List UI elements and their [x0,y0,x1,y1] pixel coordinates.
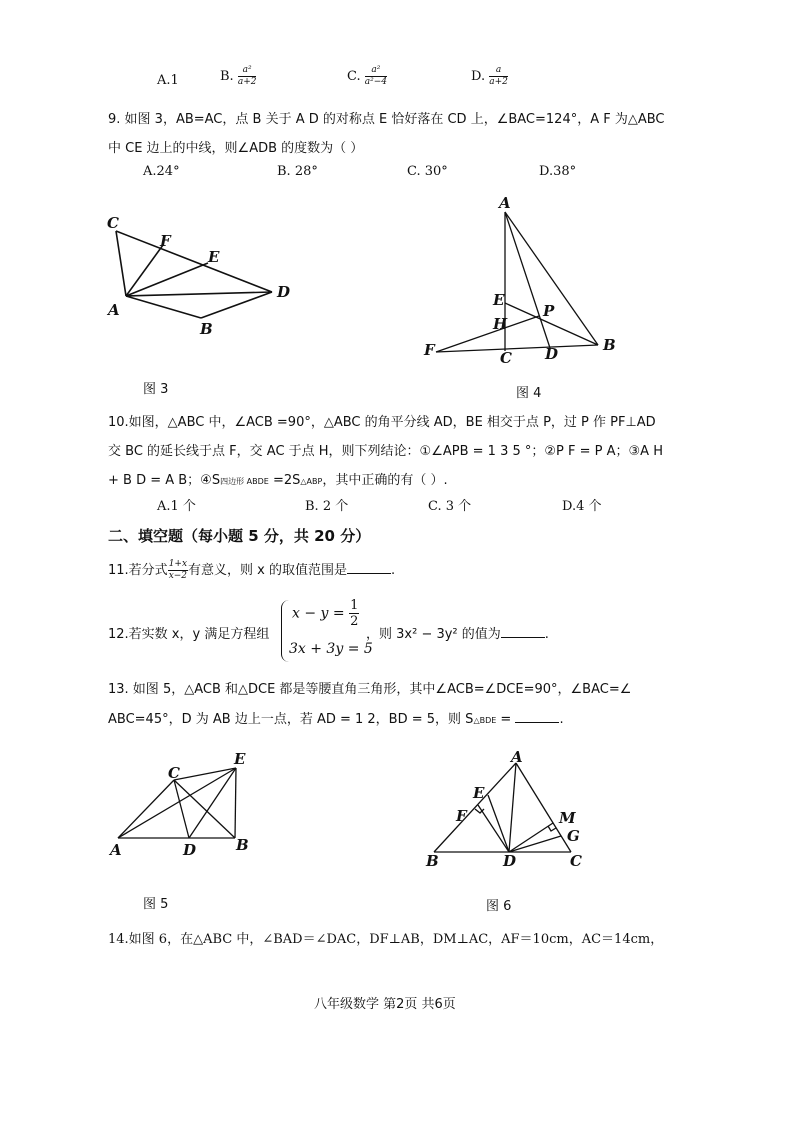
page-footer: 八年级数学 第2页 共6页 [314,997,456,1012]
fig3-label-A: A [108,301,120,319]
figure-6-caption: 图 6 [486,899,512,914]
q10-option-d: D.4 个 [562,499,602,514]
fig6-segment-AC [516,763,571,852]
fig4-label-B: B [603,336,616,354]
fig6-label-F: F [456,807,467,825]
q12-equation-2: 3x + 3y = 5 [289,641,373,657]
q12-end: . [544,627,549,642]
fraction-numerator: 1+x [168,559,188,569]
q10-option-a: A.1 个 [157,499,196,514]
fig5-label-C: C [168,764,180,782]
q12-suffix-text: ，则 3x² − 3y² 的值为 [366,627,501,642]
fraction-numerator: a² [238,66,257,77]
q13-equals: = [496,712,516,727]
fig4-label-H: H [493,315,508,333]
fraction-numerator: 1 [350,598,359,613]
fig5-label-B: B [236,836,249,854]
fraction-numerator: a [489,66,508,77]
fig6-label-A: A [511,748,523,766]
fig4-label-P: P [543,302,555,320]
fig3-label-F: F [160,232,171,250]
fig5-label-E: E [234,750,246,768]
q10-line3-text: ，其中正确的有（ ）. [322,473,448,488]
fig6-label-M: M [559,809,576,827]
fraction-denominator: a²−4 [364,77,388,87]
q12-prefix: 12.若实数 x，y 满足方程组 [108,627,270,642]
fraction-numerator: a² [365,66,387,77]
q8-option-b-label: B. [220,69,234,84]
q10-subscript-quad: 四边形 ABDE [220,477,269,486]
q11-end: . [391,563,396,578]
fraction-denominator: a+2 [489,77,508,87]
q9-option-d: D.38° [539,164,577,179]
q8-option-a: A.1 [157,73,179,88]
q9-option-a: A.24° [143,164,180,179]
q10-line2: 交 BC 的延长线于点 F，交 AC 于点 H，则下列结论：①∠APB = 1 3 5 °；②P F = P A；③A H [108,444,663,459]
fig6-segment-DM [509,823,553,852]
q9-option-b: B. 28° [277,164,318,179]
q12-eq1-left: x − y = [292,605,350,622]
q13-subscript: △BDE [473,716,497,725]
q14-line1: 14.如图 6，在△ABC 中，∠BAD＝∠DAC，DF⊥AB，DM⊥AC，AF＝10cm，AC＝14cm， [108,932,664,947]
q10-option-b: B. 2 个 [305,499,349,514]
figure-5-caption: 图 5 [143,897,169,912]
fig3-label-E: E [208,248,220,266]
figure-3-caption: 图 3 [143,382,169,397]
fig6-label-E: E [473,784,485,802]
fig4-label-A: A [499,194,511,212]
q13-line2-text: ABC=45°，D 为 AB 边上一点，若 AD = 1 2，BD = 5，则 S [108,712,474,727]
fig6-label-D: D [503,852,517,870]
q13-line1: 13. 如图 5，△ACB 和△DCE 都是等腰直角三角形，其中∠ACB=∠DCE=90°，∠BAC=∠ [108,682,632,697]
q10-line3-text: =2S [268,473,301,488]
fig6-segment-DG [509,836,561,852]
fraction-denominator: 2 [350,614,359,629]
q9-line2: 中 CE 边上的中线，则∠ADB 的度数为（ ） [108,141,364,156]
q9-line1: 9. 如图 3，AB=AC，点 B 关于 A D 的对称点 E 恰好落在 CD 上，∠BAC=124°，A F 为△ABC [108,112,665,127]
q8-option-c-label: C. [347,69,361,84]
q13-end: . [559,712,564,727]
fraction-denominator: a+2 [237,77,257,87]
fig4-label-F: F [424,341,435,359]
q10-line3-text: + B D = A B；④S [108,473,221,488]
fig4-label-D: D [545,345,559,363]
fig3-label-C: C [107,214,119,232]
q10-subscript-triangle: △ABP [300,477,323,486]
q11-prefix: 11.若分式 [108,563,168,578]
fig6-label-G: G [567,827,580,845]
q9-option-c: C. 30° [407,164,448,179]
fig6-segment-DF [478,805,509,852]
figure-4-caption: 图 4 [516,386,542,401]
q10-option-c: C. 3 个 [428,499,472,514]
q11-suffix: 有意义，则 x 的取值范围是 [188,563,347,578]
fig6-segment-DE [488,795,509,852]
fraction-denominator: x−2 [168,571,188,581]
q10-line1: 10.如图，△ABC 中，∠ACB =90°，△ABC 的角平分线 AD，BE 相交于点 P，过 P 作 PF⊥AD [108,415,656,430]
fig4-label-E: E [493,291,505,309]
fig3-label-D: D [277,283,291,301]
fig3-label-B: B [200,320,213,338]
fig6-label-C: C [570,852,582,870]
q8-option-d-label: D. [471,69,486,84]
fig4-label-C: C [500,349,512,367]
fig6-segment-AD [509,763,516,852]
section-2-title: 二、填空题（每小题 5 分，共 20 分） [108,527,371,545]
fig5-label-D: D [183,841,197,859]
fig6-label-B: B [426,852,439,870]
fig5-label-A: A [110,841,122,859]
